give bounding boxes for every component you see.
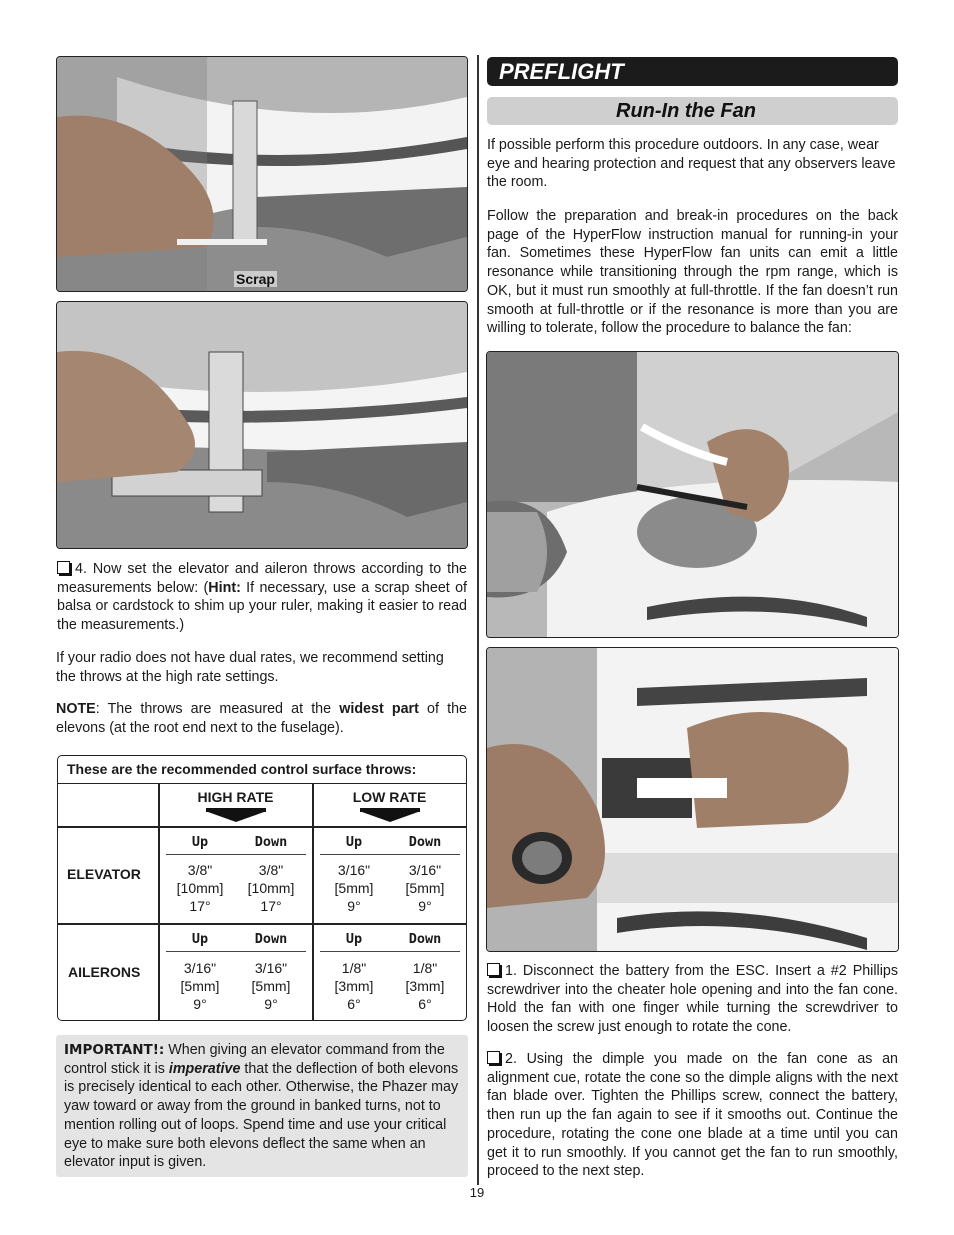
- elevator-low-up-header: Up: [345, 834, 363, 850]
- page-number: 19: [469, 1185, 485, 1200]
- ailerons-high-up-header: Up: [191, 931, 209, 947]
- ailerons-low-down-value: 1/8" [3mm] 6°: [405, 960, 445, 1012]
- column-divider: [477, 55, 479, 1185]
- ailerons-low-up-header: Up: [345, 931, 363, 947]
- elevator-low-down-value: 3/16" [5mm] 9°: [405, 862, 445, 914]
- section-title: PREFLIGHT: [487, 57, 898, 86]
- checkbox-step4[interactable]: [57, 561, 70, 574]
- row-label-elevator: ELEVATOR: [67, 866, 141, 882]
- elevator-low-up-value: 3/16" [5mm] 9°: [334, 862, 374, 914]
- important-label: IMPORTANT!:: [64, 1042, 165, 1058]
- intro-paragraph-2: Follow the preparation and break-in procedures on the back page of the HyperFlow instruction manual for running-in your fan. Sometimes these HyperFlow fan units can emit a little resonance while transitioning through the rpm range, which is OK, but it must run smoothly at full-throttle. If the fan doesn’t run smooth at full-throttle or if the resonance is more than you are willing to tolerate, follow the procedure to balance the fan:: [487, 208, 898, 337]
- ailerons-high-up-value: 3/16" [5mm] 9°: [180, 960, 220, 1012]
- elevator-high-up-header: Up: [191, 834, 209, 850]
- important-box: [56, 1035, 468, 1177]
- elevator-high-down-value: 3/8" [10mm] 17°: [247, 862, 295, 914]
- checkbox-step1[interactable]: [487, 963, 500, 976]
- high-rate-header: HIGH RATE: [197, 789, 274, 805]
- step2-paragraph: 2. Using the dimple you made on the fan cone as an alignment cue, rotate the cone so the dimple aligns with the next fan blade over. Tighten the Phillips screw, connect the battery, then run up the fan again to see if it smooths out. Continue the procedure, rotating the cone one blade at a time until you can get it to run smoothly. If you cannot get the fan to run smoothly, proceed to the next step.: [487, 1051, 898, 1180]
- ailerons-low-up-value: 1/8" [3mm] 6°: [334, 960, 374, 1012]
- low-rate-arrow: [362, 812, 418, 822]
- scrap-label: Scrap: [236, 271, 275, 287]
- important-paragraph: IMPORTANT!: When giving an elevator command from the control stick it is imperative that the deflection of both elevons is precisely identical to each other. Otherwise, the Phazer may yaw toward or away from the ground in banked turns, not to mention rolling out of loops. Spend time and use your critical eye to make sure both elevons deflect the same when an elevator input is given.: [64, 1042, 459, 1171]
- step4-paragraph: 4. Now set the elevator and aileron throws according to the measurements below: (Hint: If necessary, use a scrap sheet of balsa or cardstock to shim up your ruler, making it easier to read the measurements.): [57, 561, 467, 634]
- elevator-high-down-header: Down: [254, 834, 288, 850]
- elevator-low-down-header: Down: [408, 834, 442, 850]
- ailerons-low-down-header: Down: [408, 931, 442, 947]
- dual-rates-paragraph: If your radio does not have dual rates, we recommend setting the throws at the high rate settings.: [56, 650, 444, 685]
- photo-ruler-with-scrap: [56, 56, 468, 292]
- step1-paragraph: 1. Disconnect the battery from the ESC. Insert a #2 Phillips screwdriver into the cheater hole opening and into the fan cone. Hold the fan with one finger while turning the screwdriver to loosen the screw just enough to rotate the cone.: [487, 963, 898, 1036]
- ailerons-high-down-value: 3/16" [5mm] 9°: [251, 960, 291, 1012]
- subsection-title: Run-In the Fan: [487, 97, 898, 125]
- photo-fan-cone-rotation: [486, 647, 899, 952]
- row-label-ailerons: AILERONS: [68, 964, 141, 980]
- elevator-high-up-value: 3/8" [10mm] 17°: [176, 862, 224, 914]
- note-paragraph: NOTE: The throws are measured at the widest part of the elevons (at the root end next to the fuselage).: [56, 701, 467, 736]
- intro-paragraph-1: If possible perform this procedure outdoors. In any case, wear eye and hearing protection and request that any observers leave the room.: [487, 137, 896, 191]
- low-rate-header: LOW RATE: [352, 789, 427, 805]
- high-rate-arrow: [208, 812, 264, 822]
- checkbox-step2[interactable]: [487, 1051, 500, 1064]
- table-caption: These are the recommended control surface throws:: [58, 756, 466, 784]
- ailerons-high-down-header: Down: [254, 931, 288, 947]
- photo-screwdriver-fan: [486, 351, 899, 638]
- control-throws-table: [57, 755, 467, 1021]
- photo-ruler-measurement: [56, 301, 468, 549]
